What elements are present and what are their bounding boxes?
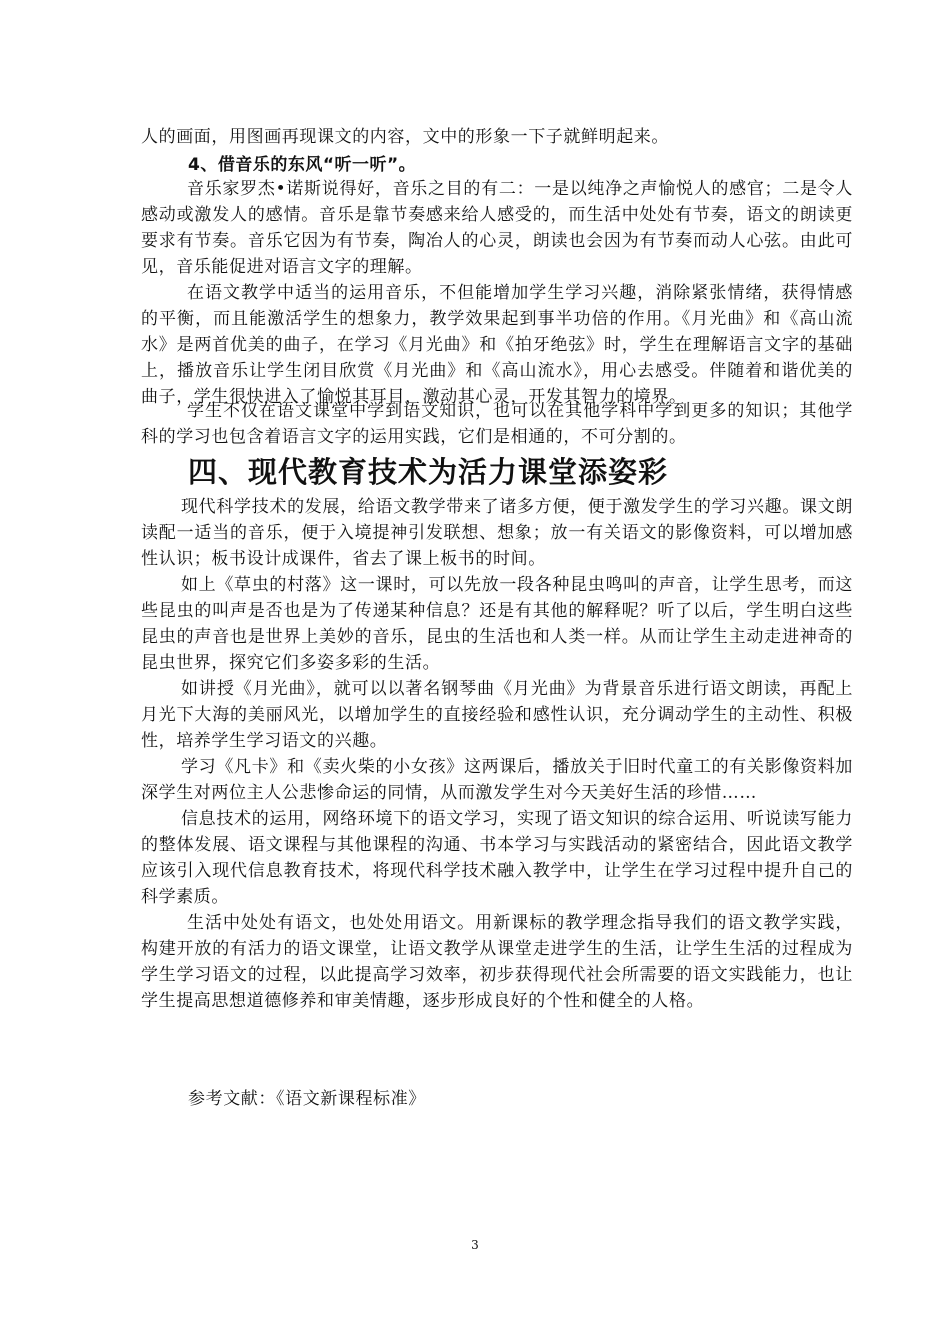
paragraph-vanka-example: 学习《凡卡》和《卖火柴的小女孩》这两课后，播放关于旧时代童工的有关影像资料加深学生对两位主人公悲惨命运的同情，从而激发学生对今天美好生活的珍惜……	[141, 757, 853, 803]
section-heading: 四、现代教育技术为活力课堂添姿彩	[188, 455, 669, 489]
paragraph-music-teaching: 在语文教学中适当的运用音乐，不但能增加学生学习兴趣，消除紧张情绪，获得情感的平衡，而且能激活学生的想象力，教学效果起到事半功倍的作用。《月光曲》和《高山流水》是两首优美的曲子，在学习《月光曲》和《拍牙绝弦》时，学生在理解语言文字的基础上，播放音乐让学生闭目欣赏《月光曲》和《高山流水》，用心去感受。伴随着和谐优美的曲子，学生很快进入了愉悦其耳目，激动其心灵，开发其智力的境界。	[141, 283, 853, 407]
subheading-music: 4、借音乐的东风“听一听”。	[188, 155, 417, 175]
paragraph-conclusion: 生活中处处有语文，也处处用语文。用新课标的教学理念指导我们的语文教学实践，构建开放的有活力的语文课堂，让语文教学从课堂走进学生的生活，让学生生活的过程成为学生学习语文的过程，以此提高学习效率，初步获得现代社会所需要的语文实践能力，也让学生提高思想道德修养和审美情趣，逐步形成良好的个性和健全的人格。	[141, 913, 853, 1011]
paragraph-moonlight-example: 如讲授《月光曲》，就可以以著名钢琴曲《月光曲》为背景音乐进行语文朗读，再配上月光下大海的美丽风光，以增加学生的直接经验和感性认识，充分调动学生的主动性、积极性，培养学生学习语文的兴趣。	[141, 679, 853, 751]
reference: 参考文献：《语文新课程标准》	[188, 1089, 426, 1109]
paragraph-music-quote: 音乐家罗杰•诺斯说得好，音乐之目的有二：一是以纯净之声愉悦人的感官；二是令人感动或激发人的感情。音乐是靠节奏感来给人感受的，而生活中处处有节奏，语文的朗读更要求有节奏。音乐它因为有节奏，陶冶人的心灵，朗读也会因为有节奏而动人心弦。由此可见，音乐能促进对语言文字的理解。	[141, 179, 853, 277]
paragraph-cross-subject: 学生不仅在语文课堂中学到语文知识，也可以在其他学科中学到更多的知识；其他学科的学习也包含着语言文字的运用实践，它们是相通的，不可分割的。	[141, 401, 853, 447]
paragraph-technology: 现代科学技术的发展，给语文教学带来了诸多方便，便于激发学生的学习兴趣。课文朗读配一适当的音乐，便于入境提神引发联想、想象；放一有关语文的影像资料，可以增加感性认识；板书设计成课件，省去了课上板书的时间。	[141, 497, 853, 569]
paragraph-information-technology: 信息技术的运用，网络环境下的语文学习，实现了语文知识的综合运用、听说读写能力的整体发展、语文课程与其他课程的沟通、书本学习与实践活动的紧密结合，因此语文教学应该引入现代信息教育技术，将现代科学技术融入教学中，让学生在学习过程中提升自己的科学素质。	[141, 809, 853, 907]
paragraph-insect-example: 如上《草虫的村落》这一课时，可以先放一段各种昆虫鸣叫的声音，让学生思考，而这些昆虫的叫声是否也是为了传递某种信息？还是有其他的解释呢？听了以后，学生明白这些昆虫的声音也是世界上美妙的音乐，昆虫的生活也和人类一样。从而让学生主动走进神奇的昆虫世界，探究它们多姿多彩的生活。	[141, 575, 853, 673]
paragraph-continuation: 人的画面，用图画再现课文的内容，文中的形象一下子就鲜明起来。	[141, 127, 669, 147]
page-number: 3	[471, 1238, 479, 1252]
